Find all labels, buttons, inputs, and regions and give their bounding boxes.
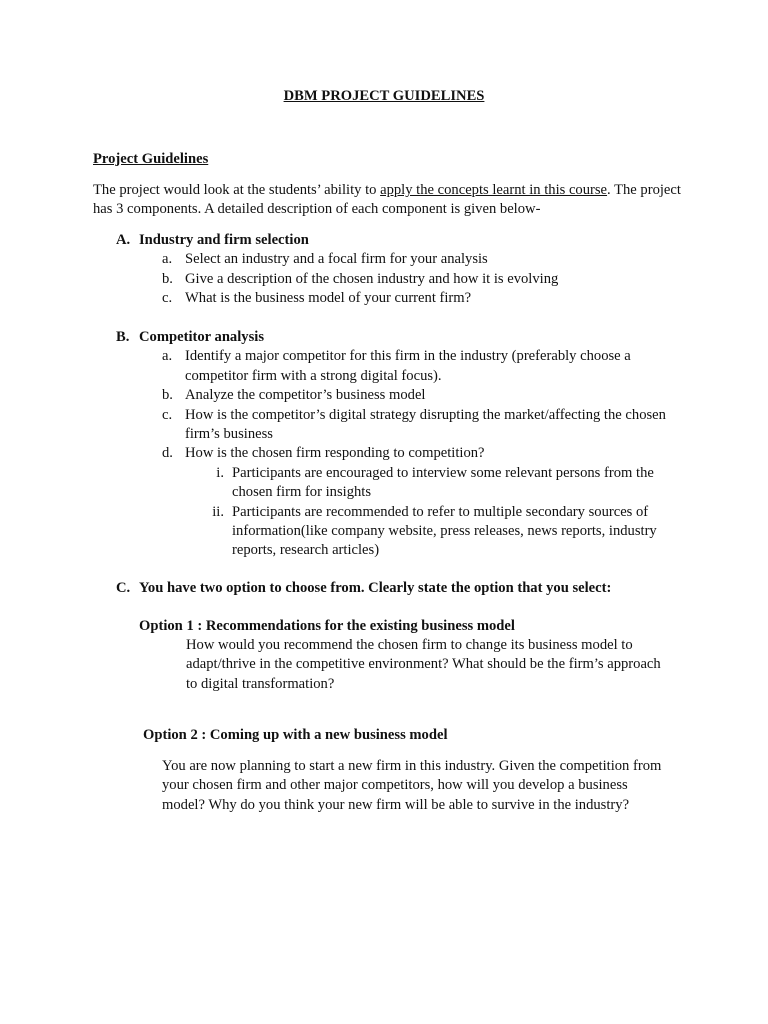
section-heading: Project Guidelines xyxy=(93,151,209,167)
sub-list-item-text: Participants are recommended to refer to multiple secondary sources of information(like company website, press releases, news reports, industry reports, research articles) xyxy=(232,503,657,559)
intro-text-before: The project would look at the students’ ability to xyxy=(93,182,381,198)
option-1-title: Option 1 : Recommendations for the existing business model xyxy=(139,618,515,634)
list-item xyxy=(116,289,686,308)
list-item-text: How is the competitor’s digital strategy disrupting the market/affecting the chosen firm’s business xyxy=(185,406,666,443)
section-a-marker: A. xyxy=(116,232,131,248)
list-item xyxy=(116,386,686,405)
list-item xyxy=(116,270,686,289)
sub-list-item xyxy=(116,503,686,561)
section-b-title: Competitor analysis xyxy=(139,329,264,345)
section-c-heading xyxy=(116,579,716,598)
list-item xyxy=(116,406,686,445)
section-b xyxy=(116,328,686,561)
list-item-text: Select an industry and a focal firm for your analysis xyxy=(185,251,488,268)
option-2-text: You are now planning to start a new firm in this industry. Given the competition from your chosen firm and other major competitors, how will you develop a business model? Why do you think your new firm will be able to survive in the industry? xyxy=(162,758,662,813)
list-item-text: Analyze the competitor’s business model xyxy=(185,387,426,404)
list-item xyxy=(116,347,686,386)
list-item-marker: d. xyxy=(162,445,173,462)
list-item-text: How is the chosen firm responding to competition? xyxy=(185,445,485,462)
section-a-heading xyxy=(116,231,686,250)
sub-list-item xyxy=(116,464,686,503)
list-item-marker: b. xyxy=(162,270,173,287)
sub-list-item-marker: i. xyxy=(216,464,224,481)
option-1-text: How would you recommend the chosen firm to change its business model to adapt/thrive in the competitive environment? What should be the firm’s approach to digital transformation? xyxy=(186,637,661,692)
section-b-marker: B. xyxy=(116,329,130,345)
list-item-marker: c. xyxy=(162,406,173,423)
sub-list-item-text: Participants are encouraged to interview some relevant persons from the chosen firm for insights xyxy=(232,464,654,501)
sub-list-item-marker: ii. xyxy=(212,503,224,520)
list-item-marker: a. xyxy=(162,348,173,365)
list-item xyxy=(116,444,686,463)
section-c xyxy=(116,579,716,598)
option-2-title: Option 2 : Coming up with a new business model xyxy=(143,727,448,743)
intro-text-after: . The project has 3 components. A detailed description of each component is given below- xyxy=(93,182,681,218)
list-item-marker: b. xyxy=(162,387,173,404)
list-item-text: Identify a major competitor for this firm in the industry (preferably choose a competitor firm with a strong digital focus). xyxy=(185,348,631,384)
intro-underlined-text: apply the concepts learnt in this course xyxy=(380,182,608,198)
section-a xyxy=(116,231,686,309)
list-item-marker: a. xyxy=(162,251,173,268)
section-b-heading xyxy=(116,328,686,347)
section-c-marker: C. xyxy=(116,580,131,596)
section-c-title: You have two option to choose from. Clearly state the option that you select: xyxy=(139,580,612,596)
intro-paragraph xyxy=(93,181,683,220)
list-item-text: Give a description of the chosen industry and how it is evolving xyxy=(185,270,559,287)
list-item xyxy=(116,250,686,269)
document-title: DBM PROJECT GUIDELINES xyxy=(283,88,485,104)
section-a-title: Industry and firm selection xyxy=(139,232,309,248)
list-item-text: What is the business model of your current firm? xyxy=(185,290,472,307)
list-item-marker: c. xyxy=(162,290,173,307)
